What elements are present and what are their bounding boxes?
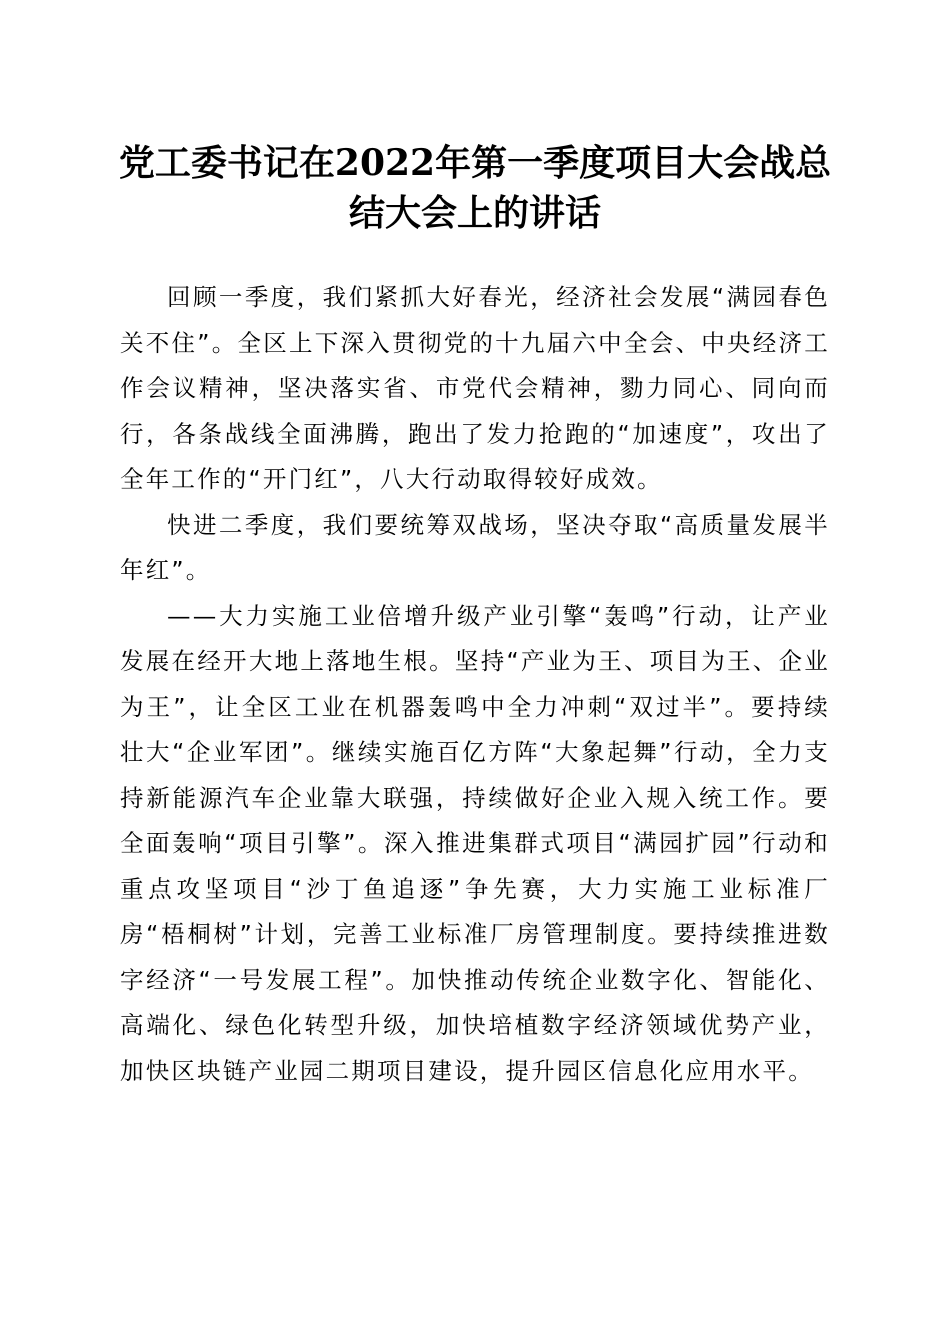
paragraph-review-q1: 回顾一季度，我们紧抓大好春光，经济社会发展“满园春色关不住”。全区上下深入贯彻党的十九届六中全会、中央经济工作会议精神，坚决落实省、市党代会精神，勠力同心、同向而行，各条战线全面沸腾，跑出了发力抢跑的“加速度”，攻出了全年工作的“开门红”，八大行动取得较好成效。 — [120, 283, 830, 493]
document-title: 党工委书记在2022年第一季度项目大会战总结大会上的讲话 — [118, 142, 832, 234]
document-body — [120, 275, 830, 1094]
paragraph-industry-action: ——大力实施工业倍增升级产业引擎“轰鸣”行动，让产业发展在经开大地上落地生根。坚持“产业为王、项目为王、企业为王”，让全区工业在机器轰鸣中全力冲刺“双过半”。要持续壮大“企业军团”。继续实施百亿方阵“大象起舞”行动，全力支持新能源汽车企业靠大联强，持续做好企业入规入统工作。要全面轰响“项目引擎”。深入推进集群式项目“满园扩园”行动和重点攻坚项目“沙丁鱼追逐”争先赛，大力实施工业标准厂房“梧桐树”计划，完善工业标准厂房管理制度。要持续推进数字经济“一号发展工程”。加快推动传统企业数字化、智能化、高端化、绿色化转型升级，加快培植数字经济领域优势产业，加快区块链产业园二期项目建设，提升园区信息化应用水平。 — [120, 601, 830, 1085]
paragraph-q2-goal: 快进二季度，我们要统筹双战场，坚决夺取“高质量发展半年红”。 — [120, 510, 830, 584]
